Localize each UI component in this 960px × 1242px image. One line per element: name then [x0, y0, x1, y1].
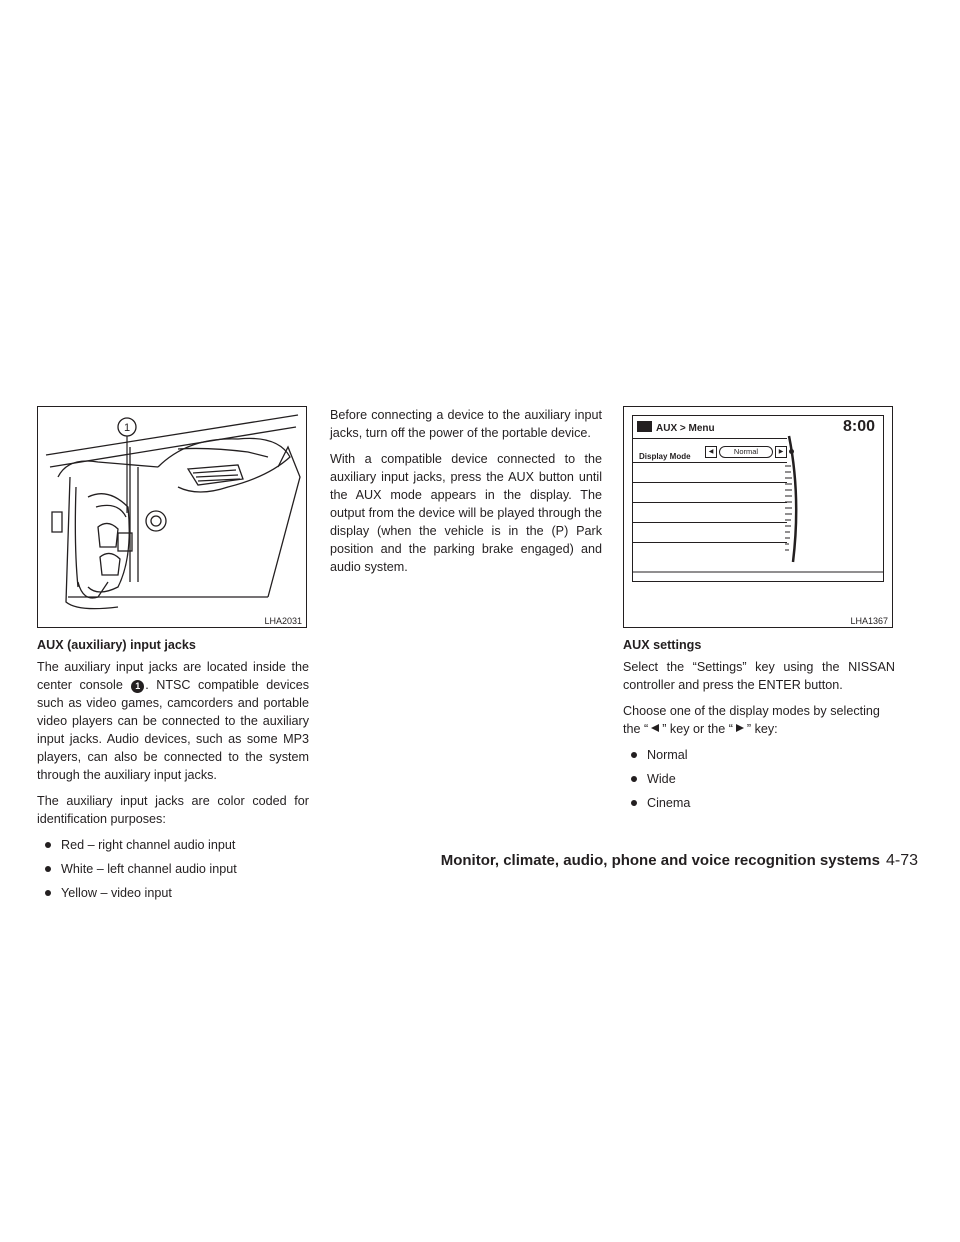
paragraph-text: The auxiliary input jacks are located inside the center console [37, 660, 309, 692]
list-item [37, 860, 309, 878]
left-arrow-icon: ◀ [705, 446, 717, 458]
paragraph [37, 658, 309, 784]
list-item [37, 884, 309, 902]
bullet-icon [631, 800, 637, 806]
list-item-text: Red – right channel audio input [61, 838, 236, 852]
paragraph-text: . NTSC compatible devices such as video games, camcorders and portable video players can be connected to the auxiliary input jacks. Audio devices, such as some MP3 players, can also be connected to the system through the auxiliary input jacks. [37, 678, 309, 782]
paragraph: With a compatible device connected to the auxiliary input jacks, press the AUX button until the AUX mode appears in the display. The output from the device will be played through the display (when the vehicle is in the (P) Park position and the parking brake engaged) and audio system. [330, 452, 602, 574]
list-item-text: Wide [647, 772, 676, 786]
center-console-drawing [38, 407, 306, 627]
aux-screen-illustration [623, 406, 893, 628]
display-mode-value: Normal [719, 446, 773, 458]
list-item [623, 746, 895, 764]
screen-scale-graphic [633, 416, 883, 581]
list-item-text: White – left channel audio input [61, 862, 237, 876]
list-item [37, 836, 309, 854]
paragraph-text: Choose one of the display modes by selecting the “ [623, 704, 880, 736]
bullet-list [623, 746, 895, 812]
figure-label: LHA1367 [850, 616, 888, 626]
list-item [623, 770, 895, 788]
list-item-text: Cinema [647, 796, 691, 810]
page-number: 4-73 [885, 852, 918, 869]
clock: 8:00 [842, 418, 875, 435]
paragraph [623, 702, 895, 738]
middle-column [330, 406, 602, 584]
section-heading: AUX (auxiliary) input jacks [37, 638, 196, 652]
figure-label: LHA2031 [264, 616, 302, 626]
console-illustration [37, 406, 307, 628]
paragraph-text: ” key or the “ [662, 722, 733, 736]
display-mode-label: Display Mode [639, 452, 691, 461]
section-heading: AUX settings [623, 638, 702, 652]
page-footer [441, 852, 918, 870]
footer-section-title: Monitor, climate, audio, phone and voice recognition systems [440, 852, 880, 869]
paragraph: Before connecting a device to the auxiliary input jacks, turn off the power of the portable device. [330, 408, 602, 440]
paragraph: The auxiliary input jacks are color coded for identification purposes: [37, 794, 309, 826]
paragraph: Select the “Settings” key using the NISSAN controller and press the ENTER button. [623, 660, 895, 692]
bullet-icon [631, 776, 637, 782]
bullet-icon [45, 866, 51, 872]
callout-marker: 1 [131, 680, 144, 693]
right-arrow-icon: ▶ [775, 446, 787, 458]
bullet-icon [45, 842, 51, 848]
right-triangle-icon [735, 723, 745, 733]
right-column [623, 406, 895, 818]
list-item-text: Yellow – video input [61, 886, 172, 900]
callout-number: 1 [124, 422, 131, 434]
display-screen [632, 415, 884, 582]
left-triangle-icon [650, 723, 660, 733]
left-column [37, 406, 309, 908]
screen-title-text: AUX > Menu [656, 423, 715, 434]
bullet-icon [631, 752, 637, 758]
bullet-list [37, 836, 309, 902]
bullet-icon [45, 890, 51, 896]
paragraph-text: ” key: [746, 722, 778, 736]
list-item [623, 794, 895, 812]
list-item-text: Normal [647, 748, 688, 762]
